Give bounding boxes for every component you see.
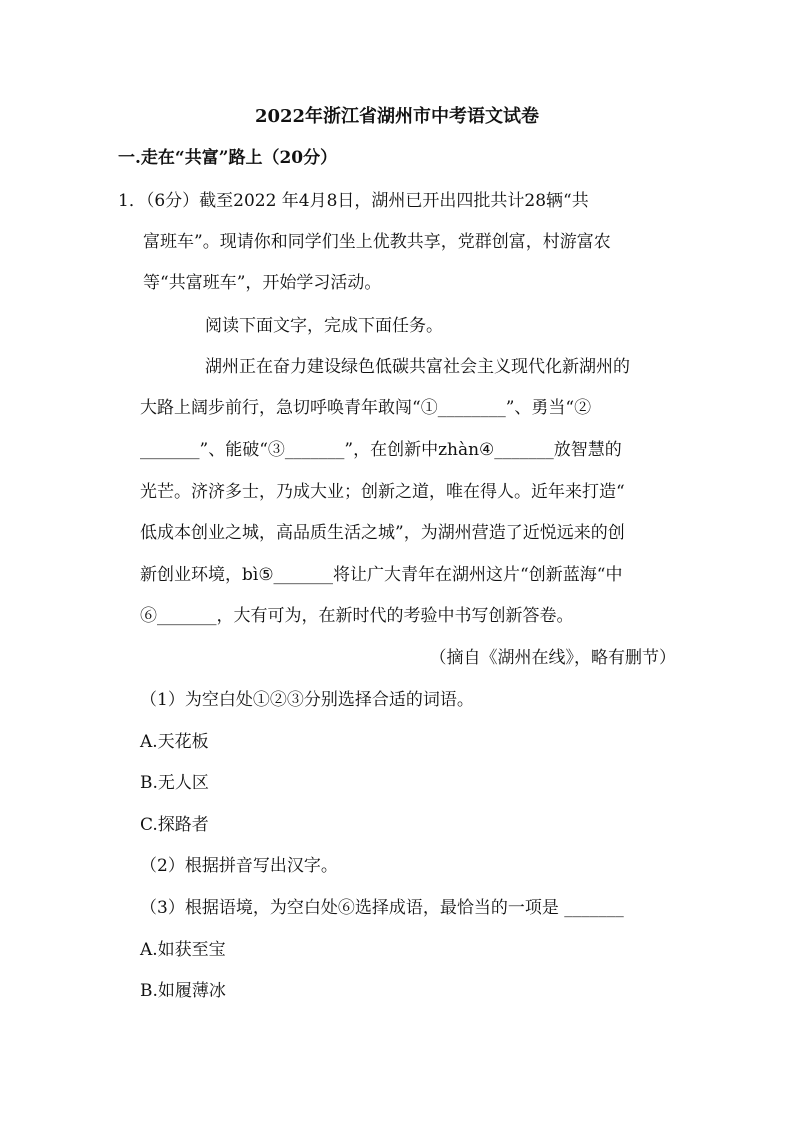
sub-question-2: （2）根据拼音写出汉字。 (140, 856, 338, 876)
option-b: B.无人区 (140, 773, 209, 793)
passage-source: （摘自《湖州在线》，略有删节） (429, 648, 676, 668)
option-a: A.天花板 (140, 732, 209, 752)
passage-line: ⑥_______，大有可为，在新时代的考验中书写创新答卷。 (140, 606, 574, 626)
passage-line: 新创业环境，bì⑤_______将让广大青年在湖州这片“创新蓝海“中 (140, 565, 623, 585)
passage-line: 低成本创业之城，高品质生活之城”，为湖州营造了近悦远来的创 (140, 523, 625, 543)
passage-line: 大路上阔步前行，急切呼唤青年敢闯“①________”、勇当“② (140, 398, 592, 418)
question-text-line: 1．（6分）截至2022 年4月8日，湖州已开出四批共计28辆“共 (118, 191, 589, 211)
instruction-line: 阅读下面文字，完成下面任务。 (205, 316, 443, 336)
option-b: B.如履薄冰 (140, 981, 226, 1001)
passage-line: _______”、能破“③_______”，在创新中zhàn④_______放智慧的 (140, 440, 622, 460)
option-c: C.探路者 (140, 815, 209, 835)
passage-line: 湖州正在奋力建设绿色低碳共富社会主义现代化新湖州的 (205, 357, 630, 377)
sub-question-1: （1）为空白处①②③分别选择合适的词语。 (140, 690, 474, 710)
sub-question-3: （3）根据语境，为空白处⑥选择成语，最恰当的一项是 _______ (140, 898, 624, 918)
question-text-line: 等“共富班车”，开始学习活动。 (143, 273, 382, 293)
option-a: A.如获至宝 (140, 940, 226, 960)
section-heading: 一.走在“共富”路上（20分） (118, 148, 338, 168)
passage-line: 光芒。济济多士，乃成大业；创新之道，唯在得人。近年来打造“ (140, 482, 625, 502)
question-text-line: 富班车”。现请你和同学们坐上优教共享，党群创富，村游富农 (143, 232, 611, 252)
page-title: 2022年浙江省湖州市中考语文试卷 (254, 106, 540, 127)
